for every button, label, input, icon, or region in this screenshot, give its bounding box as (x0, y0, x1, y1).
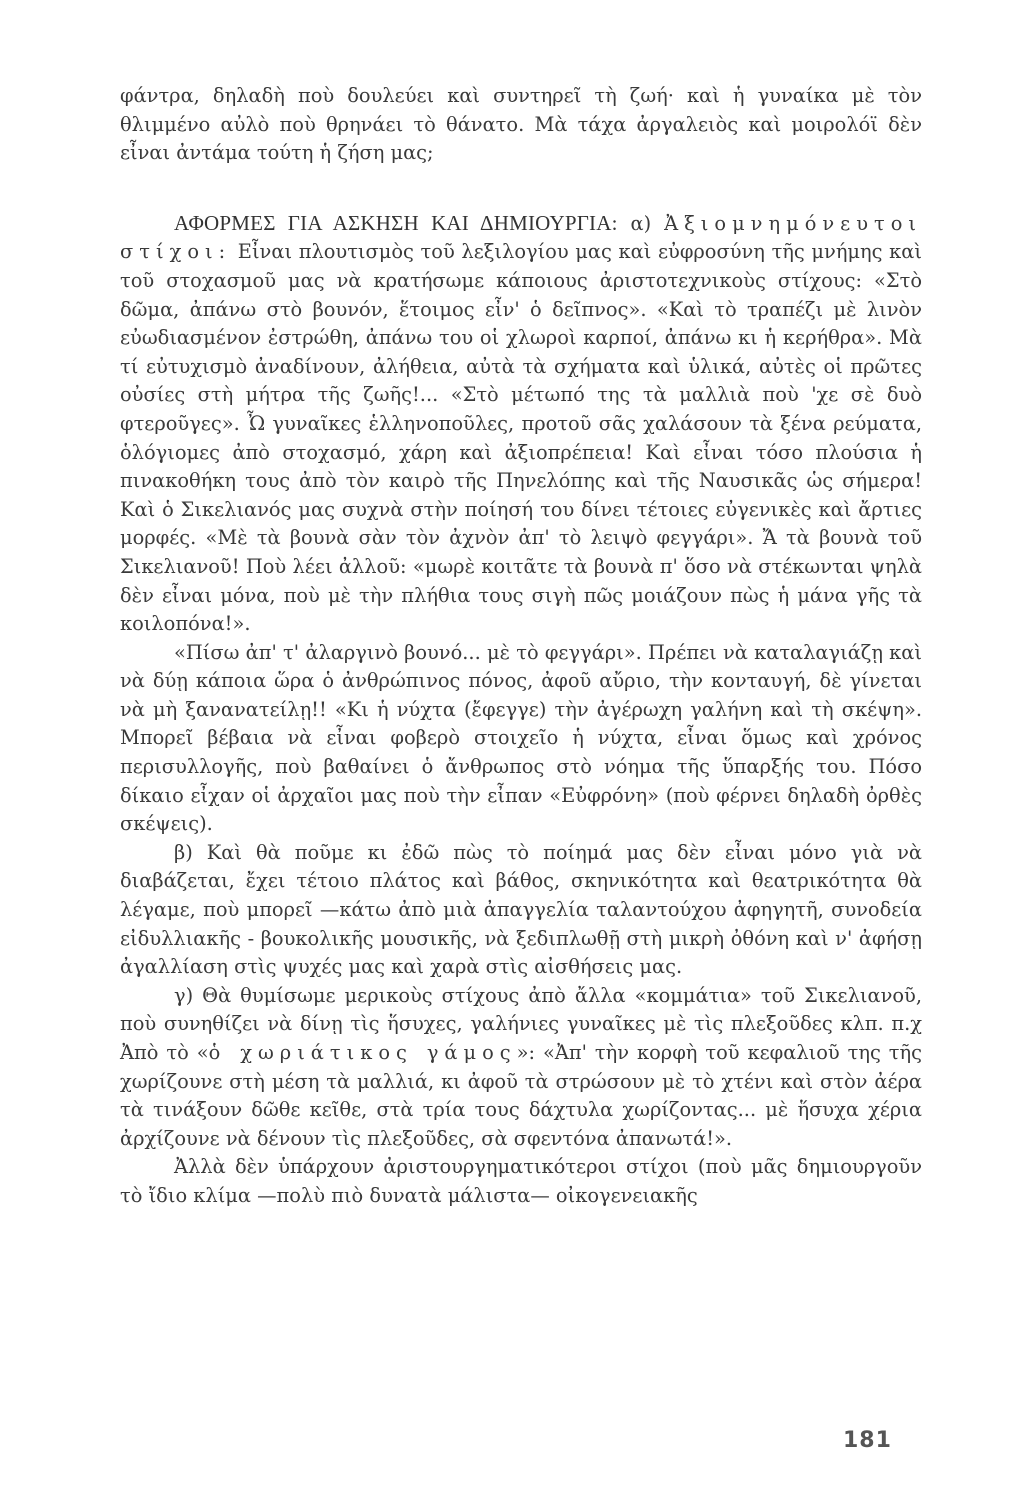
paragraph-2-text: Εἶναι πλουτισμὸς τοῦ λεξιλογίου μας καὶ εὐφροσύνη τῆς μνήμης καὶ τοῦ στοχασμοῦ μας νὰ κρατήσωμε κάποιους ἀριστοτεχνικοὺς στίχους: «Στὸ δῶμα, ἀπάνω στὸ βουνόν, ἕτοιμος εἶν' ὁ δεῖπνος». «Καὶ τὸ τραπέζι μὲ λινὸν εὐωδιασμένον ἐστρώθη, ἀπάνω του οἱ χλωροὶ καρποί, ἀπάνω κι ἡ κερήθρα». Μὰ τί εὐτυχισμὸ ἀναδίνουν, ἀλήθεια, αὐτὰ τὰ σχήματα καὶ ὑλικά, αὐτὲς οἱ πρῶτες οὐσίες στὴ μήτρα τῆς ζωῆς!... «Στὸ μέτωπό της τὰ μαλλιὰ ποὺ 'χε σὲ δυὸ φτεροῦγες». Ὦ γυναῖκες ἑλληνοποῦλες, προτοῦ σᾶς χαλάσουν τὰ ξένα ρεύματα, ὁλόγιομες ἀπὸ στοχασμό, χάρη καὶ ἀξιοπρέπεια! Καὶ εἶναι τόσο πλούσια ἡ πινακοθήκη τους ἀπὸ τὸν καιρὸ τῆς Πηνελόπης καὶ τῆς Ναυσικᾶς ὡς σήμερα! Καὶ ὁ Σικελιανός μας συχνὰ στὴν ποίησή του δίνει τέτοιες εὐγενικὲς καὶ ἄρτιες μορφές. «Μὲ τὰ βουνὰ σὰν τὸν ἀχνὸν ἀπ' τὸ λειψὸ φεγγάρι». Ἄ τὰ βουνὰ τοῦ Σικελιανοῦ! Ποὺ λέει ἀλλοῦ: «μωρὲ κοιτᾶτε τὰ βουνὰ π' ὅσο νὰ στέκωνται ψηλὰ δὲν εἶναι μόνα, ποὺ μὲ τὴν πλήθια τους σιγὴ πῶς μοιάζουν πὼς ἡ μάνα γῆς τὰ κοιλοπόνα!». (120, 240, 922, 636)
paragraph-1-text: φάντρα, δηλαδὴ ποὺ δουλεύει καὶ συντηρεῖ τὴ ζωή· καὶ ἡ γυναίκα μὲ τὸν θλιμμένο αὐλὸ ποὺ θρηνάει τὸ θάνατο. Μὰ τάχα ἀργαλειὸς καὶ μοιρολόϊ δὲν εἶναι ἀντάμα τούτη ἡ ζήση μας; (120, 84, 922, 165)
paragraph-5-text-b: »: «Ἀπ' τὴν κορφὴ τοῦ κεφαλιοῦ της τῆς χωρίζουνε στὴ μέση τὰ μαλλιά, κι ἀφοῦ τὰ στρώσουν μὲ τὸ χτένι καὶ στὸν ἀέρα τὰ τινάξουν δῶθε κεῖθε, στὰ τρία τους δάχτυλα χωρίζοντας... μὲ ἥσυχα χέρια ἀρχίζουνε νὰ δένουν τὶς πλεξοῦδες, σὰ σφεντόνα ἀπανωτά!». (120, 1041, 923, 1150)
paragraph-5-text-a: γ) Θὰ θυμίσωμε μερικοὺς στίχους ἀπὸ ἄλλα «κομμάτια» τοῦ Σικελιανοῦ, ποὺ συνηθίζει νὰ δίνῃ τὶς ἥσυχες, γαλήνιες γυναῖκες μὲ τὶς πλεξοῦδες κλπ. π.χ Ἀπὸ τὸ « (120, 983, 922, 1064)
page-number: 181 (843, 1428, 892, 1453)
spaced-term-village-wedding: ὁ χωριάτικος γάμος (208, 1041, 517, 1064)
paragraph-6 (120, 1153, 922, 1210)
paragraph-1 (120, 82, 922, 168)
paragraph-3 (120, 639, 922, 839)
paragraph-4-text: β) Καὶ θὰ ποῦμε κι ἐδῶ πὼς τὸ ποίημά μας δὲν εἶναι μόνο γιὰ νὰ διαβάζεται, ἔχει τέτοιο πλάτος καὶ βάθος, σκηνικότητα καὶ θεατρικότητα θὰ λέγαμε, ποὺ μπορεῖ —κάτω ἀπὸ μιὰ ἀπαγγελία ταλαντούχου ἀφηγητῆ, συνοδεία εἰδυλλιακῆς - βουκολικῆς μουσικῆς, νὰ ξεδιπλωθῇ στὴ μικρὴ ὀθόνη καὶ ν' ἀφήσῃ ἀγαλλίαση στὶς ψυχές μας καὶ χαρὰ στὶς αἰσθήσεις μας. (120, 840, 922, 979)
page-body (120, 82, 922, 1211)
spaced-term-memorable-verses: Ἀξιομνημόνευτοι στίχοι: (120, 211, 922, 264)
paragraph-4 (120, 839, 922, 982)
section-heading: ΑΦΟΡΜΕΣ ΓΙΑ ΑΣΚΗΣΗ ΚΑΙ ΔΗΜΙΟΥΡΓΙΑ: (174, 210, 618, 235)
paragraph-2 (120, 209, 922, 639)
paragraph-3-text: «Πίσω ἀπ' τ' ἀλαργινὸ βουνό... μὲ τὸ φεγγάρι». Πρέπει νὰ καταλαγιάζῃ καὶ νὰ δύῃ κάποια ὥρα ὁ ἀνθρώπινος πόνος, ἀφοῦ αὔριο, τὴν κονταυγή, δὲ γίνεται νὰ μὴ ξανανατείλῃ!! «Κι ἡ νύχτα (ἔφεγγε) τὴν ἀγέρωχη γαλήνη καὶ τὴ σκέψη». Μπορεῖ βέβαια νὰ εἶναι φοβερὸ στοιχεῖο ἡ νύχτα, εἶναι ὅμως καὶ χρόνος περισυλλογῆς, ποὺ βαθαίνει ὁ ἄνθρωπος στὸ νόημα τῆς ὕπαρξής του. Πόσο δίκαιο εἶχαν οἱ ἀρχαῖοι μας ποὺ τὴν εἶπαν «Εὐφρόνη» (ποὺ φέρνει δηλαδὴ ὀρθὲς σκέψεις). (120, 640, 922, 836)
paragraph-6-text: Ἀλλὰ δὲν ὑπάρχουν ἀριστουργηματικότεροι στίχοι (ποὺ μᾶς δημιουργοῦν τὸ ἴδιο κλίμα —πολὺ πιὸ δυνατὰ μάλιστα— οἰκογενειακῆς (120, 1155, 922, 1207)
section-gap (120, 168, 922, 209)
paragraph-5 (120, 982, 922, 1154)
paragraph-2-marker: α) (617, 211, 665, 235)
